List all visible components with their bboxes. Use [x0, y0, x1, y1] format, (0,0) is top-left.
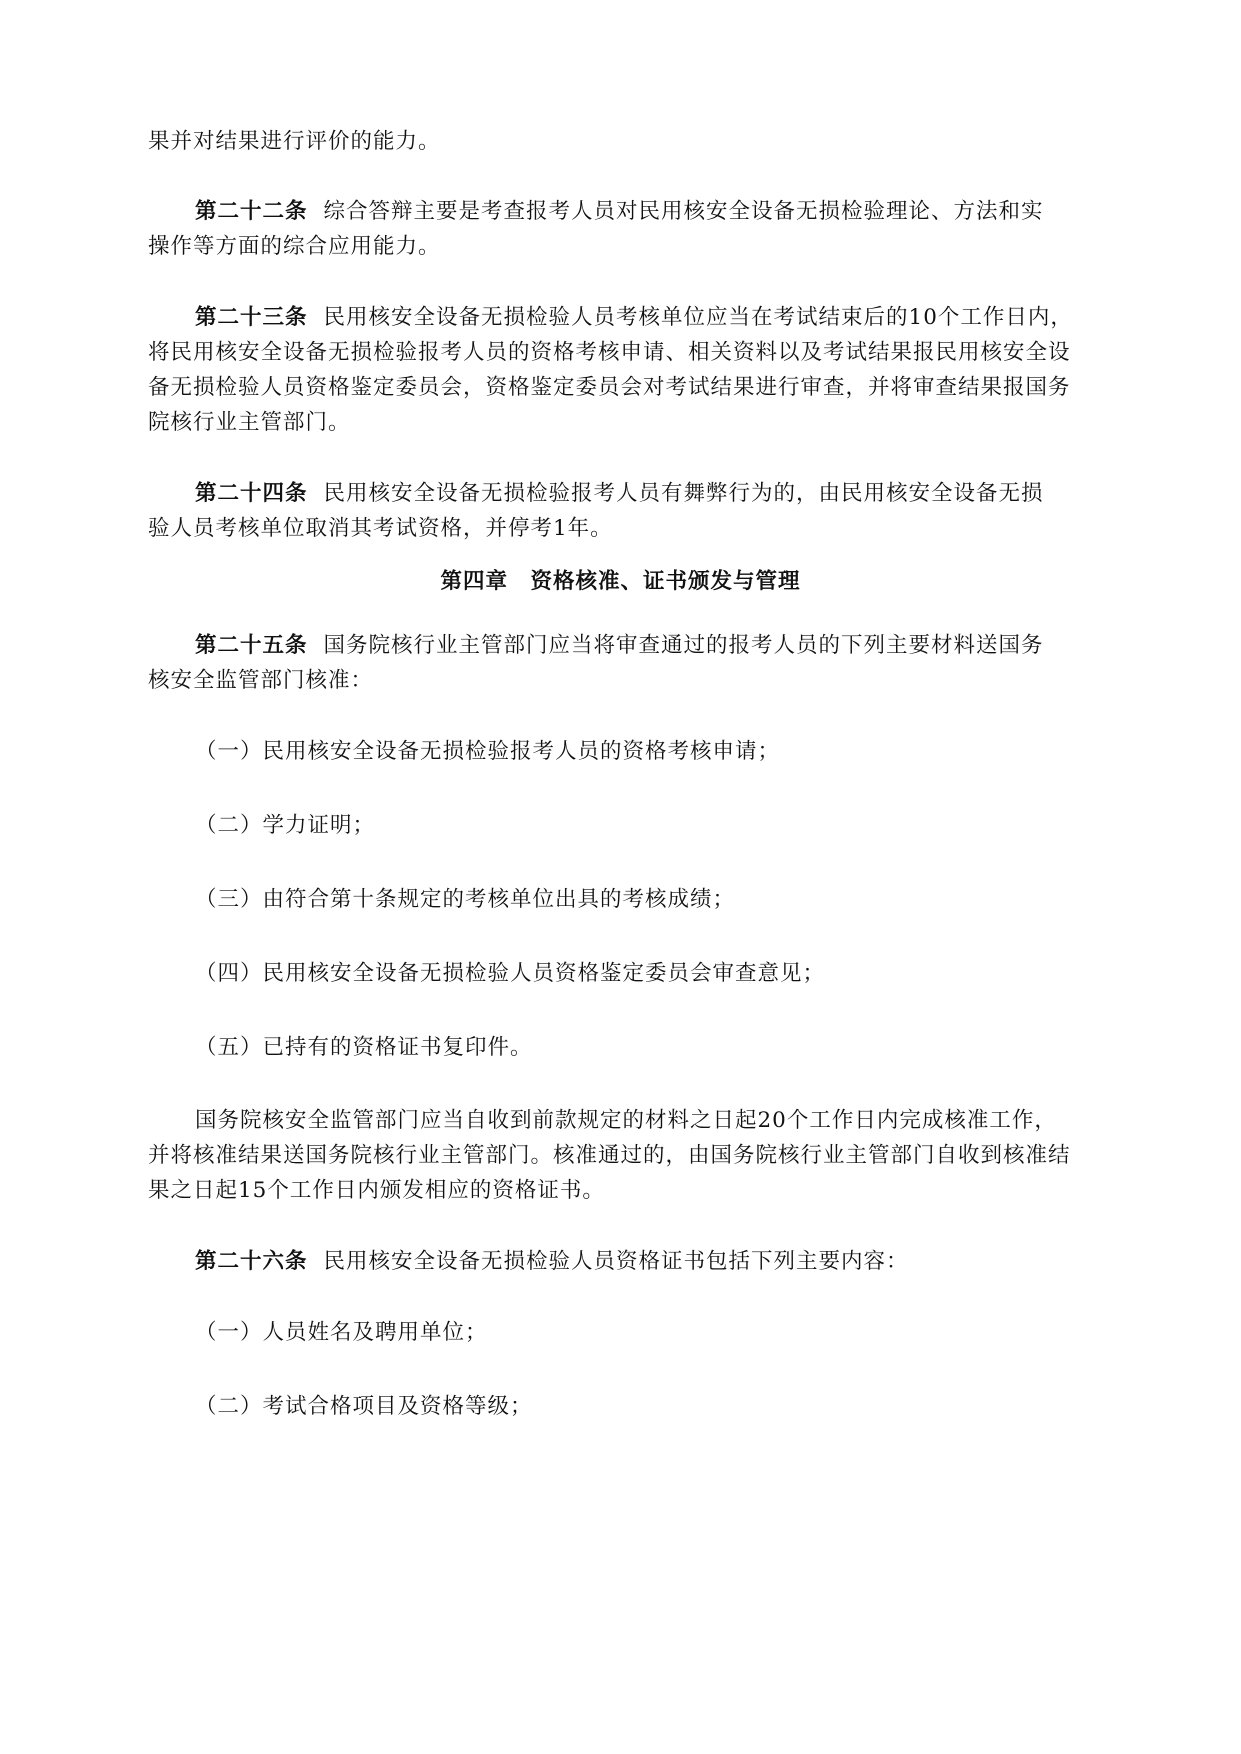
- article-22-label: 第二十二条: [195, 199, 308, 224]
- article-23-line-4: 院核行业主管部门。: [148, 410, 351, 435]
- article-23-text: 民用核安全设备无损检验人员考核单位应当在考试结束后的10个工作日内，: [323, 305, 1073, 330]
- paragraph-line-3: 果之日起15个工作日内颁发相应的资格证书。: [148, 1178, 605, 1203]
- article-25-line-1: [195, 626, 1123, 666]
- list-item: （二）学力证明；: [195, 813, 376, 838]
- article-23-label: 第二十三条: [195, 305, 308, 330]
- article-23-line-1: [195, 298, 1123, 338]
- article-26-line-1: [195, 1242, 1123, 1282]
- article-25-label: 第二十五条: [195, 633, 308, 658]
- paragraph-line-1: 国务院核安全监管部门应当自收到前款规定的材料之日起20个工作日内完成核准工作，: [195, 1108, 1057, 1133]
- article-24-label: 第二十四条: [195, 481, 308, 506]
- list-item: （五）已持有的资格证书复印件。: [195, 1035, 533, 1060]
- article-24-line-1: [195, 474, 1123, 514]
- list-item: （三）由符合第十条规定的考核单位出具的考核成绩；: [195, 887, 736, 912]
- article-25-line-2: 核安全监管部门核准：: [148, 668, 374, 693]
- article-24-line-2: 验人员考核单位取消其考试资格，并停考1年。: [148, 516, 613, 541]
- article-23-line-3: 备无损检验人员资格鉴定委员会，资格鉴定委员会对考试结果进行审查，并将审查结果报国务: [148, 375, 1071, 400]
- list-item: （四）民用核安全设备无损检验人员资格鉴定委员会审查意见；: [195, 961, 826, 986]
- article-26-text: 民用核安全设备无损检验人员资格证书包括下列主要内容：: [323, 1249, 909, 1274]
- article-22-text: 综合答辩主要是考查报考人员对民用核安全设备无损检验理论、方法和实: [323, 199, 1044, 224]
- article-22-line-2: 操作等方面的综合应用能力。: [148, 234, 441, 259]
- list-item: （二）考试合格项目及资格等级；: [195, 1394, 533, 1419]
- article-26-label: 第二十六条: [195, 1249, 308, 1274]
- text-line: 果并对结果进行评价的能力。: [148, 129, 441, 154]
- article-24-text: 民用核安全设备无损检验报考人员有舞弊行为的，由民用核安全设备无损: [323, 481, 1044, 506]
- list-item: （一）民用核安全设备无损检验报考人员的资格考核申请；: [195, 739, 781, 764]
- article-25-text: 国务院核行业主管部门应当将审查通过的报考人员的下列主要材料送国务: [323, 633, 1044, 658]
- list-item: （一）人员姓名及聘用单位；: [195, 1320, 488, 1345]
- chapter-heading: 第四章 资格核准、证书颁发与管理: [440, 569, 801, 594]
- article-22-line-1: [195, 192, 1123, 232]
- article-23-line-2: 将民用核安全设备无损检验报考人员的资格考核申请、相关资料以及考试结果报民用核安全设: [148, 340, 1071, 365]
- paragraph-line-2: 并将核准结果送国务院核行业主管部门。核准通过的，由国务院核行业主管部门自收到核准结: [148, 1143, 1071, 1168]
